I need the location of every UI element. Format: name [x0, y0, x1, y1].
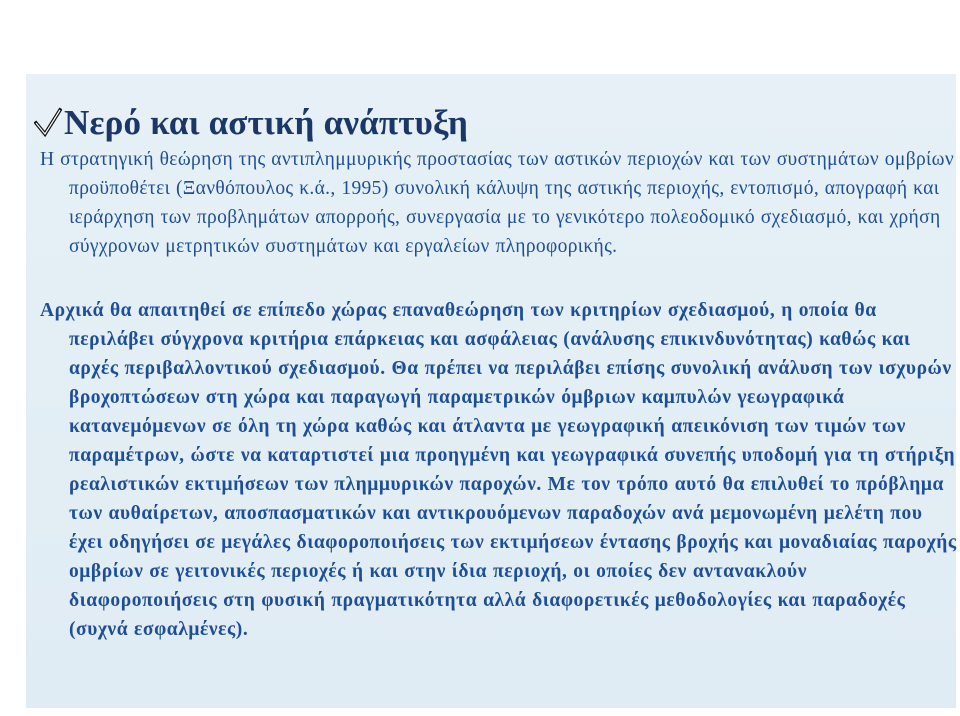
body-paragraph-criteria: Αρχικά θα απαιτηθεί σε επίπεδο χώρας επαναθεώρηση των κριτηρίων σχεδιασμού, η οποία θα περιλάβει σύγχρονα κριτήρια επάρκειας και ασφάλειας (ανάλυσης επικινδυνότητας) καθώς και αρχές περιβαλλοντικού σχεδιασμού. Θα πρέπει να περιλάβει επίσης συνολική ανάλυση των ισχυρών βροχοπτώσεων στη χώρα και παραγωγή παραμετρικών όμβριων καμπυλών γεωγραφικά κατανεμόμενων σε όλη τη χώρα καθώς και άτλαντα με γεωγραφική απεικόνιση των τιμών των παραμέτρων, ώστε να καταρτιστεί μια προηγμένη και γεωγραφικά συνεπής υποδομή για τη στήριξη ρεαλιστικών εκτιμήσεων των πλημμυρικών παροχών. Με τον τρόπο αυτό θα επιλυθεί το πρόβλημα των αυθαίρετων, αποσπασματικών και αντικρουόμενων παραδοχών ανά μεμονωμένη μελέτη που έχει οδηγήσει σε μεγάλες διαφοροποιήσεις των εκτιμήσεων έντασης βροχής και μοναδιαίας παροχής ομβρίων σε γειτονικές περιοχές ή και στην ίδια περιοχή, οι οποίες δεν αντανακλούν διαφοροποιήσεις στη φυσική πραγματικότητα αλλά διαφορετικές μεθοδολογίες και παραδοχές (συχνά εσφαλμένες).	[40, 300, 957, 640]
body-paragraph-strategy: Η στρατηγική θεώρηση της αντιπλημμυρικής προστασίας των αστικών περιοχών και των συστημάτων ομβρίων προϋποθέτει (Ξανθόπουλος κ.ά., 1995) συνολική κάλυψη της αστικής περιοχής, εντοπισμό, απογραφή και ιεράρχηση των προβλημάτων απορροής, συνεργασία με το γενικότερο πολεοδομικό σχεδιασμό, και χρήση σύγχρονων μετρητικών συστημάτων και εργαλείων πληροφορικής.	[40, 149, 954, 257]
slide-title-row	[34, 96, 468, 150]
arrow-check-bullet-icon	[34, 106, 62, 140]
slide-title: Νερό και αστική ανάπτυξη	[64, 103, 469, 142]
